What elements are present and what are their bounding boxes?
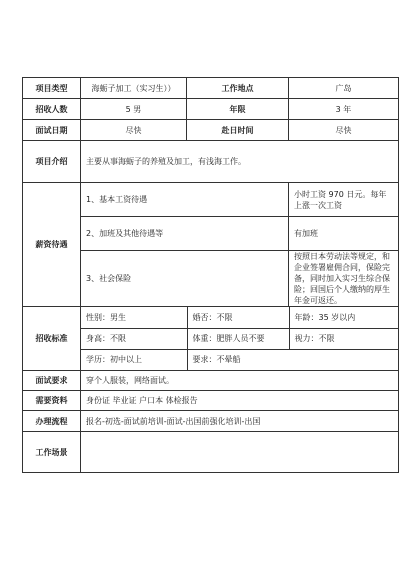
criteria-row — [81, 307, 398, 328]
label-criteria: 招收标准 — [23, 307, 81, 371]
table-row — [23, 411, 399, 432]
criteria-cell — [81, 307, 399, 371]
label-work-scene: 工作场景 — [23, 432, 81, 473]
criteria-row — [81, 328, 398, 349]
table-row — [23, 141, 399, 183]
label-project-intro: 项目介绍 — [23, 141, 81, 183]
salary-item-detail: 小时工资 970 日元。每年上涨一次工资 — [289, 183, 399, 217]
value-interview-req: 穿个人服装，网络面试。 — [81, 371, 399, 391]
table-row — [23, 432, 399, 473]
recruitment-table — [22, 77, 399, 473]
criteria-height: 身高：不限 — [81, 328, 187, 349]
criteria-marriage: 婚否：不限 — [187, 307, 289, 328]
label-headcount: 招收人数 — [23, 99, 81, 120]
table-row — [23, 307, 399, 371]
criteria-age: 年龄：35 岁以内 — [289, 307, 398, 328]
salary-item-name: 3、社会保险 — [81, 251, 289, 307]
value-process: 报名-初选-面试前培训-面试-出国前强化培训-出国 — [81, 411, 399, 432]
label-term: 年限 — [187, 99, 289, 120]
salary-item-name: 2、加班及其他待遇等 — [81, 217, 289, 251]
salary-item-detail: 按照日本劳动法等规定，和企业签署雇佣合同，保险完备，同时加入实习生综合保险；回国后个人缴纳的厚生年金可返还。 — [289, 251, 399, 307]
value-headcount: 5 男 — [81, 99, 187, 120]
label-depart-time: 赴日时间 — [187, 120, 289, 141]
value-project-type: 海蛎子加工（实习生）） — [81, 78, 187, 99]
value-work-location: 广岛 — [289, 78, 399, 99]
recruitment-sheet — [22, 77, 398, 473]
label-salary: 薪资待遇 — [23, 183, 81, 307]
criteria-vision: 视力：不限 — [289, 328, 398, 349]
criteria-gender: 性别：男生 — [81, 307, 187, 328]
table-row — [23, 78, 399, 99]
value-interview-date: 尽快 — [81, 120, 187, 141]
salary-item-name: 1、基本工资待遇 — [81, 183, 289, 217]
label-process: 办理流程 — [23, 411, 81, 432]
value-work-scene — [81, 432, 399, 473]
label-work-location: 工作地点 — [187, 78, 289, 99]
criteria-row — [81, 349, 398, 370]
value-documents: 身份证 毕业证 户口本 体检报告 — [81, 391, 399, 411]
value-depart-time: 尽快 — [289, 120, 399, 141]
table-row — [23, 371, 399, 391]
label-interview-req: 面试要求 — [23, 371, 81, 391]
table-row — [23, 120, 399, 141]
value-project-intro: 主要从事海蛎子的养殖及加工，有浅海工作。 — [81, 141, 399, 183]
value-term: 3 年 — [289, 99, 399, 120]
criteria-requirement: 要求：不晕船 — [187, 349, 398, 370]
label-documents: 需要资料 — [23, 391, 81, 411]
label-project-type: 项目类型 — [23, 78, 81, 99]
table-row — [23, 183, 399, 217]
table-row — [23, 391, 399, 411]
label-interview-date: 面试日期 — [23, 120, 81, 141]
criteria-weight: 体重：肥胖人员不要 — [187, 328, 289, 349]
table-row — [23, 99, 399, 120]
salary-item-detail: 有加班 — [289, 217, 399, 251]
criteria-subtable — [81, 307, 398, 370]
criteria-education: 学历：初中以上 — [81, 349, 187, 370]
